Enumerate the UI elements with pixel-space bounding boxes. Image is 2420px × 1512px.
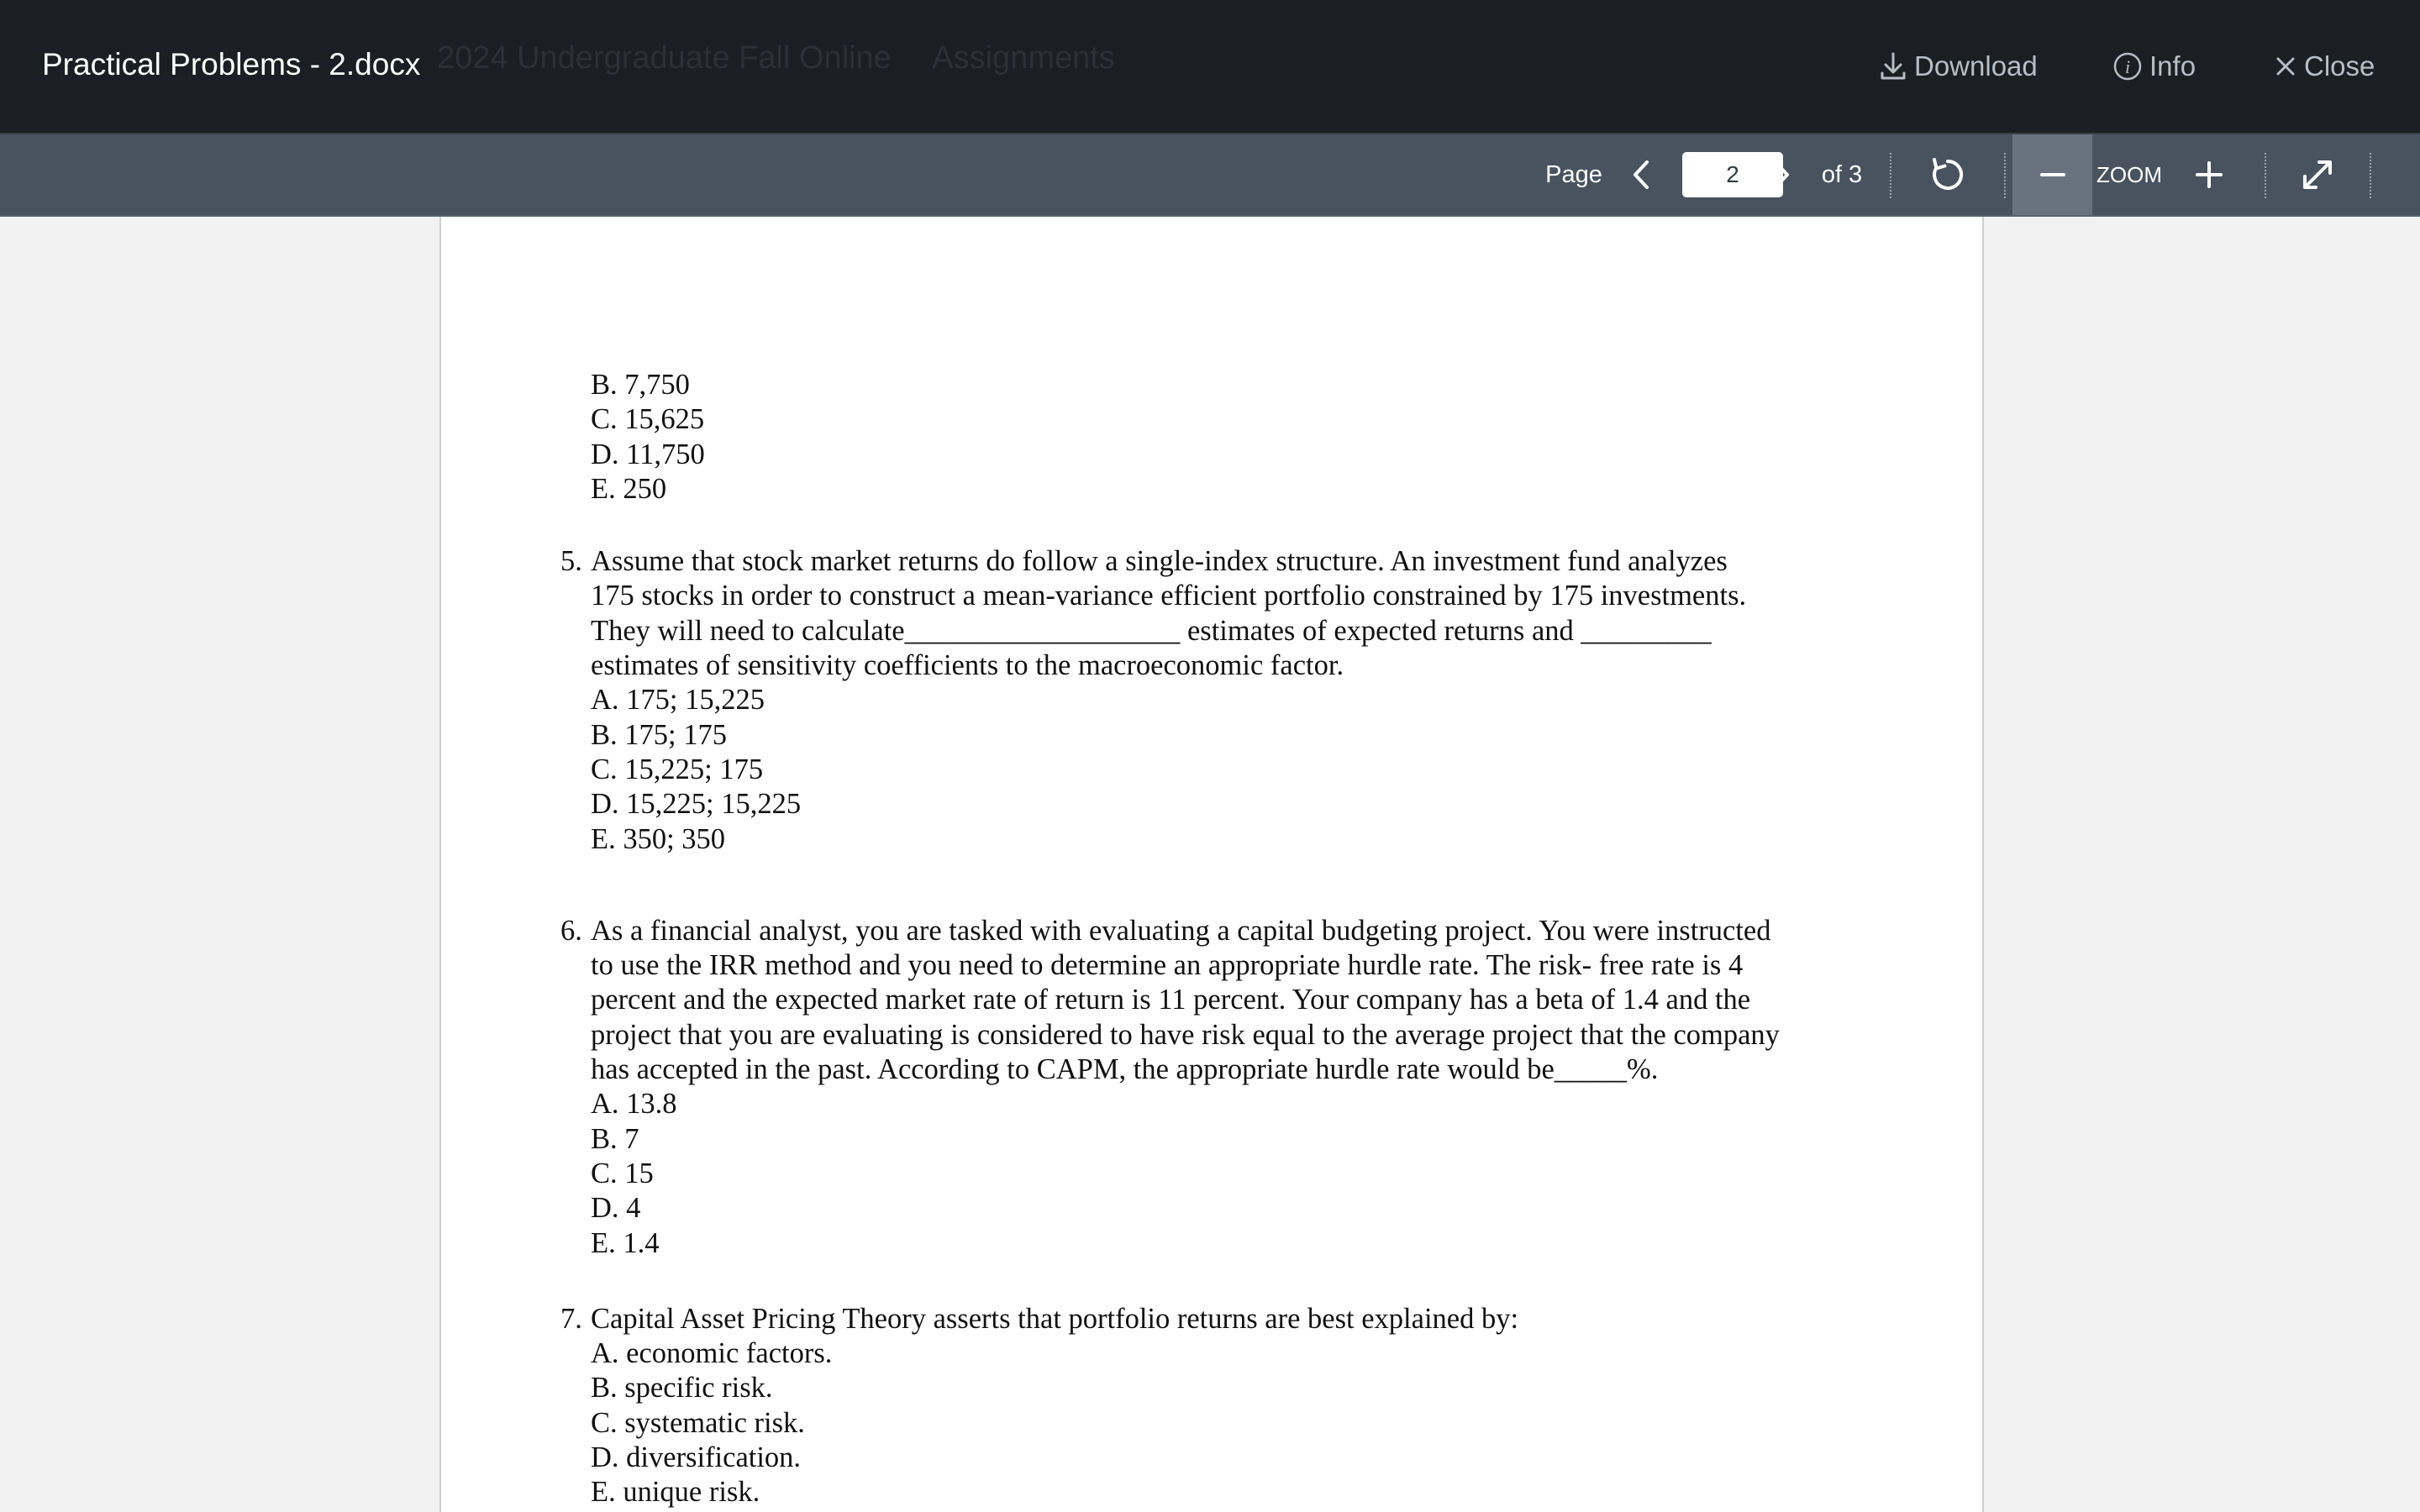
download-label: Download <box>1914 50 2038 81</box>
question-7-line: Capital Asset Pricing Theory asserts that portfolio returns are best explained by: <box>591 1302 1519 1335</box>
q5-option-a: A. 175; 15,225 <box>591 684 765 717</box>
toolbar-divider <box>2370 153 2371 198</box>
zoom-label: ZOOM <box>2096 161 2162 187</box>
close-label: Close <box>2304 50 2375 81</box>
q4-option-c: C. 15,625 <box>591 403 705 436</box>
question-6-number: 6. <box>560 914 582 947</box>
q5-option-d: D. 15,225; 15,225 <box>591 788 802 821</box>
q6-option-c: C. 15 <box>591 1157 654 1189</box>
question-6-line: project that you are evaluating is considered to have risk equal to the average project that the company <box>591 1018 1780 1051</box>
download-button[interactable] <box>1879 45 2038 87</box>
question-6-body <box>591 914 1871 1261</box>
q5-option-c: C. 15,225; 175 <box>591 753 764 785</box>
breadcrumb-assignments: Assignments <box>932 40 1115 76</box>
fullscreen-icon <box>2301 158 2334 192</box>
q4-option-b: B. 7,750 <box>591 369 690 401</box>
previous-page-button[interactable] <box>1620 134 1662 215</box>
q4-option-d: D. 11,750 <box>591 438 705 470</box>
q4-options <box>560 368 1871 507</box>
close-button[interactable] <box>2274 45 2375 87</box>
question-6-line: has accepted in the past. According to CAPM, the appropriate hurdle rate would be_____%. <box>591 1053 1659 1086</box>
document-page <box>439 217 1984 1512</box>
info-label: Info <box>2149 50 2196 81</box>
q6-option-a: A. 13.8 <box>591 1088 677 1121</box>
q7-option-d: D. diversification. <box>591 1441 802 1474</box>
plus-icon <box>2196 161 2223 188</box>
q6-option-b: B. 7 <box>591 1122 639 1155</box>
question-5-line: Assume that stock market returns do follow a single-index structure. An investment fund analyzes <box>591 545 1728 578</box>
question-5-line: 175 stocks in order to construct a mean-variance efficient portfolio constrained by 175 investments. <box>591 580 1747 612</box>
q4-option-e: E. 250 <box>591 472 667 505</box>
q7-option-c: C. systematic risk. <box>591 1406 805 1439</box>
question-5-number: 5. <box>560 545 582 578</box>
breadcrumb-course: 2024 Undergraduate Fall Online <box>437 40 892 76</box>
question-5-body <box>591 544 1871 857</box>
zoom-in-button[interactable] <box>2188 134 2230 215</box>
svg-text:i: i <box>2124 56 2131 77</box>
rotate-button[interactable] <box>1924 134 1971 215</box>
zoom-out-button[interactable] <box>2012 134 2092 215</box>
question-7-body <box>591 1302 1871 1510</box>
document-title: Practical Problems - 2.docx <box>42 47 421 81</box>
zoom-out-icon-wrap <box>2012 134 2092 215</box>
q5-option-b: B. 175; 175 <box>591 718 727 751</box>
info-icon <box>2112 51 2143 81</box>
question-5-line: They will need to calculate___________________ estimates of expected returns and _________ <box>591 614 1712 647</box>
viewer-toolbar <box>0 134 2420 217</box>
question-5-line: estimates of sensitivity coefficients to the macroeconomic factor. <box>591 649 1344 682</box>
question-7-number: 7. <box>560 1302 582 1335</box>
q7-option-e: E. unique risk. <box>591 1476 760 1509</box>
rotate-icon <box>1929 156 1966 193</box>
document-content <box>560 368 1871 1510</box>
title-bar <box>0 0 2420 134</box>
close-icon <box>2274 55 2297 78</box>
document-viewport[interactable] <box>0 217 2420 1512</box>
chevron-right-icon <box>1771 159 1791 191</box>
chevron-left-icon <box>1631 159 1651 191</box>
question-6-line: percent and the expected market rate of return is 11 percent. Your company has a beta of 1.4 and the <box>591 984 1751 1016</box>
q7-option-b: B. specific risk. <box>591 1372 773 1404</box>
next-page-button[interactable] <box>1760 134 1802 215</box>
minus-icon <box>2040 172 2065 177</box>
toolbar-divider <box>2265 153 2266 198</box>
q6-option-e: E. 1.4 <box>591 1226 660 1259</box>
toolbar-divider <box>1890 153 1891 198</box>
page-label: Page <box>1545 160 1602 188</box>
background-breadcrumb <box>437 40 1149 76</box>
question-5 <box>560 544 1871 857</box>
download-icon <box>1879 51 1907 81</box>
question-6 <box>560 914 1871 1261</box>
page-total-label: of 3 <box>1821 160 1863 188</box>
q6-option-d: D. 4 <box>591 1192 641 1225</box>
question-6-line: As a financial analyst, you are tasked with evaluating a capital budgeting project. You were instructed <box>591 914 1771 947</box>
question-6-line: to use the IRR method and you need to determine an appropriate hurdle rate. The risk- free rate is 4 <box>591 949 1744 982</box>
toolbar-divider <box>2004 153 2006 198</box>
info-button[interactable] <box>2112 45 2196 87</box>
fullscreen-button[interactable] <box>2292 134 2343 215</box>
q7-option-a: A. economic factors. <box>591 1337 833 1370</box>
q5-option-e: E. 350; 350 <box>591 822 726 855</box>
question-7 <box>560 1302 1871 1510</box>
